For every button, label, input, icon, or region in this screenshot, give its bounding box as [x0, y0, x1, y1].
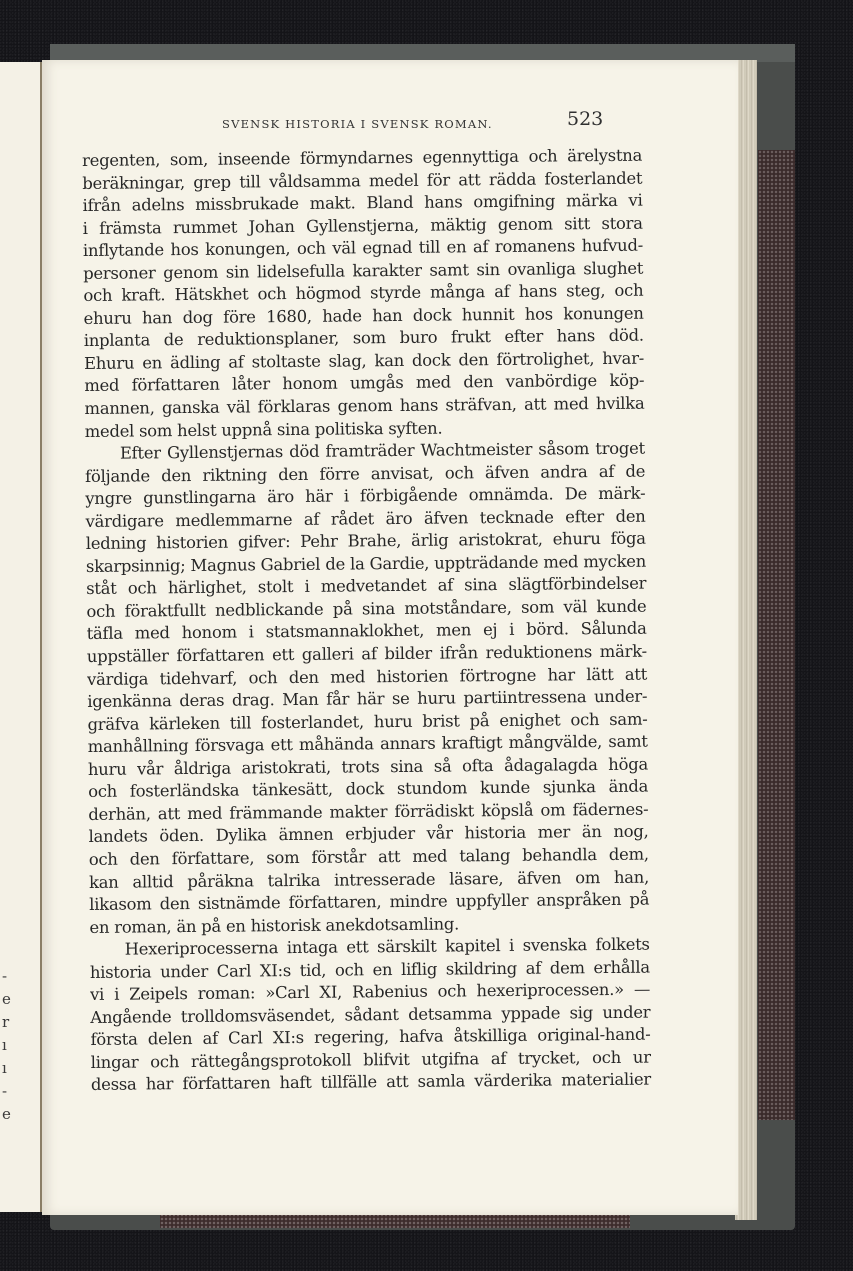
text-line: med författaren låter honom umgås med den vanbördige köp-: [84, 371, 645, 396]
running-head: SVENSK HISTORIA I SVENSK ROMAN.: [222, 117, 493, 131]
prev-page-fragment: ı: [2, 1059, 7, 1077]
text-line: ledning historien gifver: Pehr Brahe, ärlig aristokrat, ehuru föga: [85, 528, 646, 554]
text-line: och fosterländska tänkesätt, dock stundom kunde sjunka ända: [88, 776, 649, 802]
previous-page-edge: [0, 62, 42, 1212]
prev-page-fragment: -: [2, 1082, 8, 1100]
text-line: Ehuru en ädling af stoltaste slag, kan dock den förtrolighet, hvar-: [83, 348, 645, 373]
text-line: lingar och rättegångsprotokoll blifvit utgifna af trycket, och ur: [90, 1047, 651, 1072]
text-line: regenten, som, inseende förmyndarnes egennyttiga och ärelystna: [82, 145, 643, 170]
text-line: medel som helst uppnå sina politiska syften.: [84, 418, 443, 441]
text-line: första delen af Carl XI:s regering, hafva åtskilliga original-hand-: [90, 1024, 651, 1050]
text-line: och den författare, som förstår att med talang behandla dem,: [88, 844, 649, 869]
prev-page-fragment: e: [2, 1105, 11, 1123]
text-line: och föraktfullt nedblickande på sina motståndare, som väl kunde: [86, 596, 647, 621]
text-line: inflytande hos konungen, och väl egnad till en af romanens hufvud-: [82, 235, 644, 261]
text-line: värdigare medlemmarne af rådet äro äfven tecknade efter den: [85, 506, 646, 531]
text-line: kan alltid påräkna talrika intresserade läsare, äfven om han,: [88, 867, 650, 892]
text-line: Angående trolldomsväsendet, sådant detsamma yppade sig under: [90, 1002, 651, 1027]
prev-page-fragment: e: [2, 990, 11, 1008]
text-line: gräfva kärleken till fosterlandet, huru brist på enighet och sam-: [87, 709, 648, 734]
text-line: yngre gunstlingarna äro här i förbigående omnämda. De märk-: [85, 483, 646, 509]
text-line: skarpsinnig; Magnus Gabriel de la Gardie, uppträdande med mycken: [85, 551, 647, 576]
prev-page-fragment: -: [2, 967, 8, 985]
text-line: värdiga tidehvarf, och den med historien förtrogne har lätt att: [86, 664, 648, 689]
text-line: täfla med honom i statsmannaklokhet, men ej i börd. Sålunda: [86, 619, 647, 644]
text-line: beräkningar, grep till våldsamma medel för att rädda fosterlandet: [82, 168, 643, 193]
text-line: vi i Zeipels roman: »Carl XI, Rabenius och hexeriprocessen.» —: [90, 979, 651, 1005]
text-line: personer genom sin lidelsefulla karakter samt sin ovanliga slughet: [83, 258, 644, 283]
text-line: ifrån adelns missbrukade makt. Bland hans omgifning märka vi: [82, 190, 643, 216]
text-line: och kraft. Hätskhet och högmod styrde många af hans steg, och: [83, 280, 644, 306]
leather-spine-right: [758, 150, 795, 1120]
page-number: 523: [567, 108, 604, 130]
text-line: huru vår åldriga aristokrati, trots sina så ofta ådagalagda höga: [87, 754, 649, 779]
text-line: Efter Gyllenstjernas död framträder Wachtmeister såsom troget: [119, 438, 645, 463]
leather-edge-bottom: [160, 1213, 630, 1228]
book-page: [42, 60, 738, 1215]
text-line: uppställer författaren ett galleri af bilder ifrån reduktionens märk-: [86, 641, 647, 667]
text-line: följande den riktning den förre anvisat, och äfven andra af de: [85, 461, 646, 486]
text-line: manhållning försvaga ett måhända annars kraftigt mångvälde, samt: [87, 731, 648, 757]
text-line: dessa har författaren haft tillfälle att samla värderika materialier: [90, 1070, 652, 1095]
text-line: en roman, än på en historisk anekdotsamling.: [89, 914, 460, 937]
text-line: landets öden. Dylika ämnen erbjuder vår historia mer än nog,: [88, 821, 649, 847]
text-line: Hexeriprocesserna intaga ett särskilt kapitel i svenska folkets: [124, 934, 650, 959]
text-line: derhän, att med främmande makter förrädiskt köpslå om fädernes-: [88, 799, 649, 824]
text-line: inplanta de reduktionsplaner, som buro frukt efter hans död.: [83, 325, 644, 351]
text-line: likasom den sistnämde författaren, mindre uppfyller anspråken på: [89, 889, 650, 915]
text-line: ehuru han dog före 1680, hade han dock hunnit hos konungen: [83, 303, 644, 328]
page-stack-edges: [735, 60, 757, 1220]
text-line: ståt och härlighet, stolt i medvetandet af sina slägtförbindelser: [86, 573, 647, 599]
text-line: igenkänna deras drag. Man får här se huru partiintressena under-: [87, 686, 648, 712]
text-line: i främsta rummet Johan Gyllenstjerna, mäktig genom sitt stora: [82, 213, 643, 238]
prev-page-fragment: ı: [2, 1036, 7, 1054]
prev-page-fragment: r: [2, 1013, 10, 1031]
text-line: historia under Carl XI:s tid, och en liflig skildring af dem erhålla: [89, 957, 650, 982]
body-text: [82, 145, 651, 1097]
text-line: mannen, ganska väl förklaras genom hans sträfvan, att med hvilka: [84, 393, 645, 419]
